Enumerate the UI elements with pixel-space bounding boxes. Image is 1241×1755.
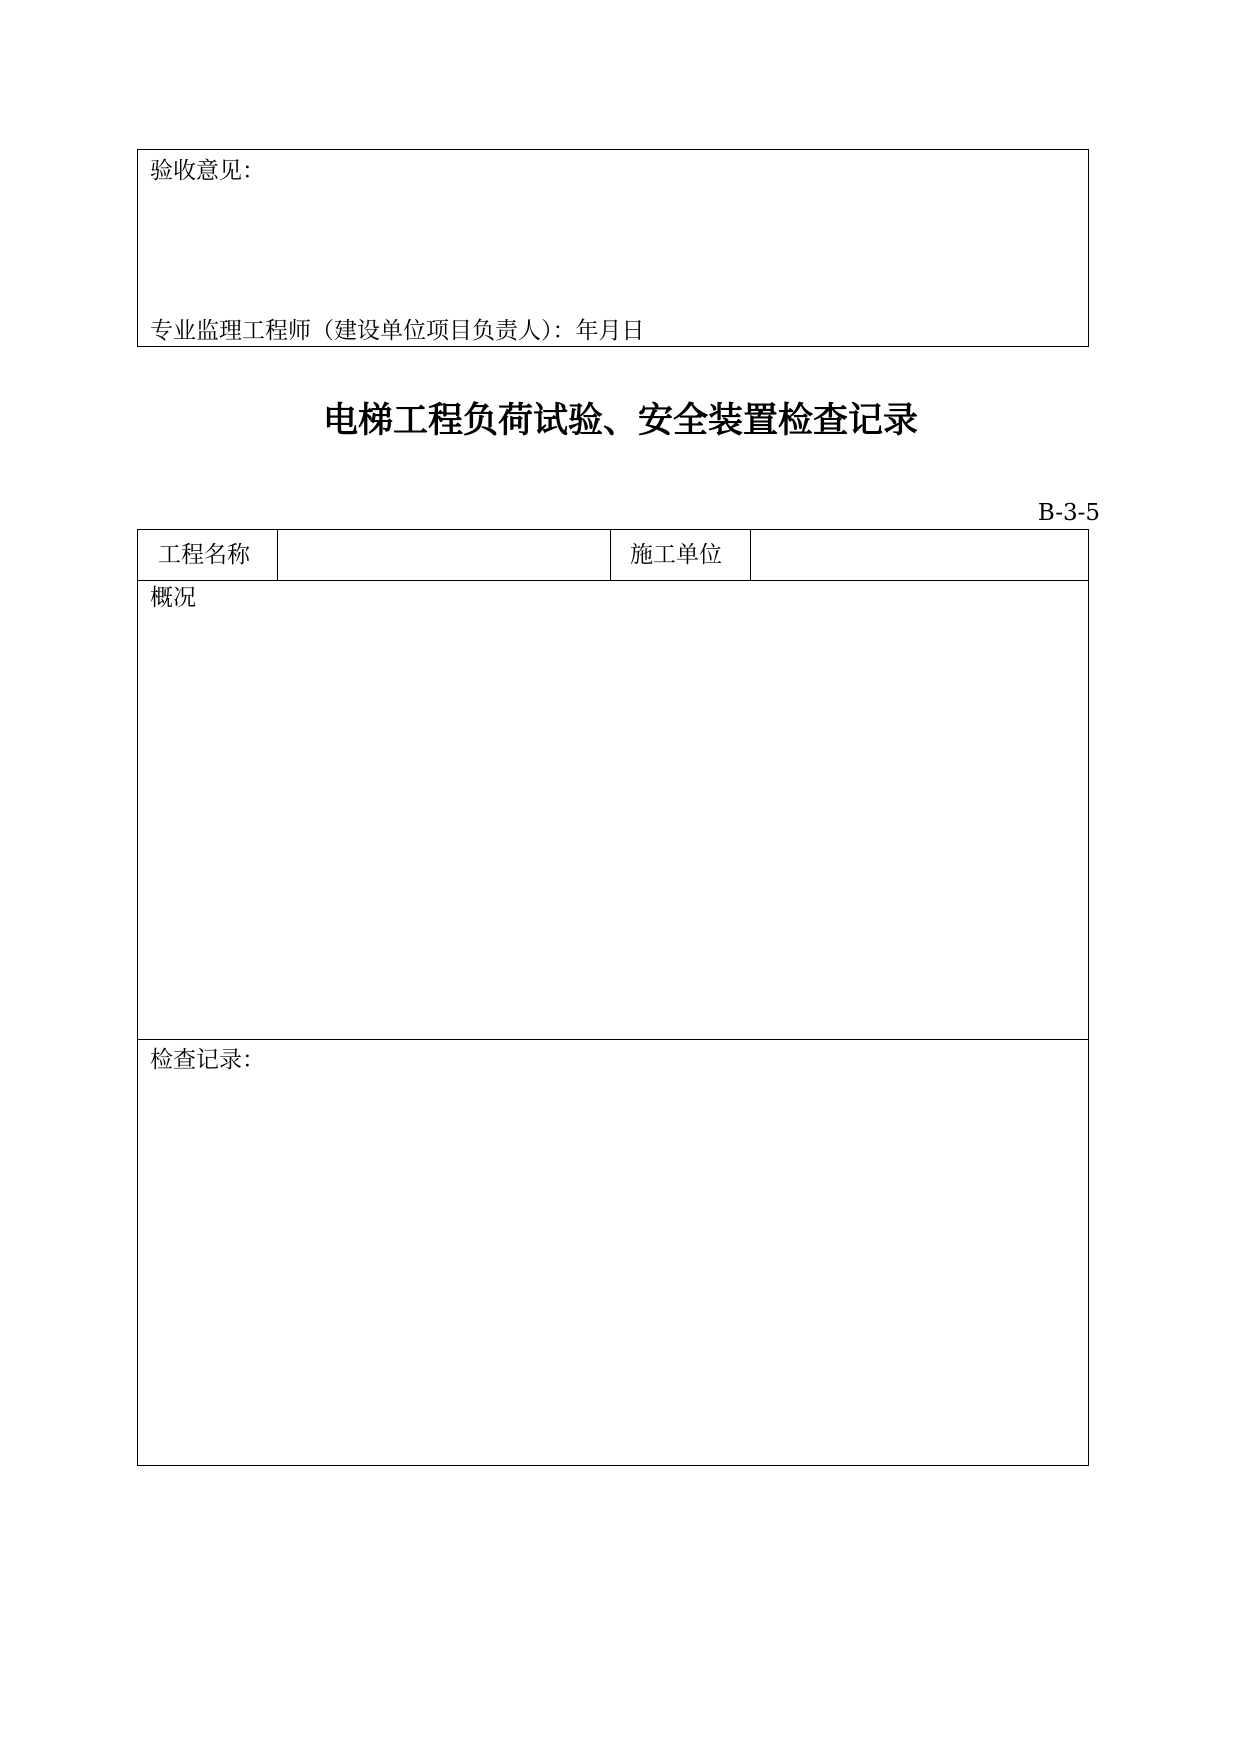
acceptance-opinion-box (137, 149, 1089, 347)
form-code: B-3-5 (1037, 500, 1100, 526)
document-title: 电梯工程负荷试验、安全装置检查记录 (322, 400, 918, 441)
header-divider-3 (750, 530, 751, 580)
acceptance-opinion-label: 验收意见： (150, 158, 265, 184)
supervisor-signature-line: 专业监理工程师（建设单位项目负责人）：年月日 (150, 318, 645, 344)
header-divider-1 (277, 530, 278, 580)
inspection-record-label: 检查记录： (150, 1047, 265, 1073)
header-row-bottom-border (138, 580, 1088, 581)
construction-unit-label: 施工单位 (630, 542, 722, 568)
record-table (137, 529, 1089, 1466)
overview-label: 概况 (150, 585, 196, 611)
project-name-label: 工程名称 (158, 542, 250, 568)
overview-bottom-border (138, 1039, 1088, 1040)
header-divider-2 (610, 530, 611, 580)
